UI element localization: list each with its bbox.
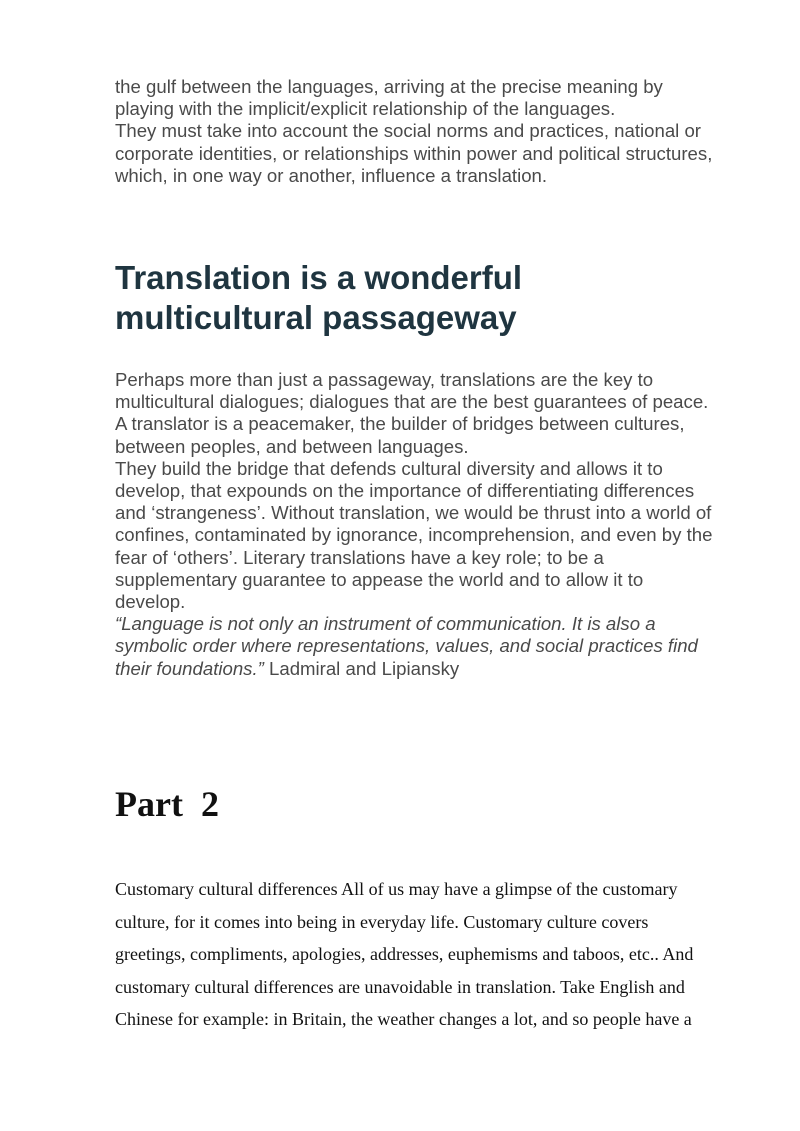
text-line: playing with the implicit/explicit relationship of the languages. xyxy=(115,98,616,120)
text-line: develop, that expounds on the importance of differentiating differences xyxy=(115,480,695,502)
heading-line: Translation is a wonderful xyxy=(115,259,523,296)
quote-last-line xyxy=(115,658,755,680)
intro-paragraph xyxy=(115,76,755,187)
quote-line: symbolic order where representations, values, and social practices find xyxy=(115,635,698,657)
section-heading xyxy=(115,258,750,338)
quote-text: their foundations.” xyxy=(115,657,264,679)
text-line: corporate identities, or relationships within power and political structures, xyxy=(115,142,713,164)
text-line: customary cultural differences are unavoidable in translation. Take English and xyxy=(115,976,685,997)
text-line: fear of ‘others’. Literary translations have a key role; to be a xyxy=(115,546,604,568)
text-line: They build the bridge that defends cultural diversity and allows it to xyxy=(115,457,663,479)
text-line: supplementary guarantee to appease the world and to allow it to xyxy=(115,568,644,590)
text-line: Perhaps more than just a passageway, translations are the key to xyxy=(115,369,654,390)
text-line: the gulf between the languages, arriving at the precise meaning by xyxy=(115,76,663,97)
part-title: Part 2 xyxy=(115,784,219,824)
text-line: Customary cultural differences All of us may have a glimpse of the customary xyxy=(115,879,678,899)
heading-line: multicultural passageway xyxy=(115,299,517,336)
text-line: confines, contaminated by ignorance, incomprehension, and even by the xyxy=(115,524,713,546)
customary-differences-paragraph xyxy=(115,873,725,1036)
text-line: A translator is a peacemaker, the builder of bridges between cultures, xyxy=(115,413,685,435)
text-line: and ‘strangeness’. Without translation, we would be thrust into a world of xyxy=(115,502,712,524)
text-line: develop. xyxy=(115,591,186,613)
quote-line: “Language is not only an instrument of communication. It is also a xyxy=(115,613,656,635)
text-line: multicultural dialogues; dialogues that are the best guarantees of peace. xyxy=(115,391,709,413)
text-line: which, in one way or another, influence a translation. xyxy=(115,164,548,186)
quote-attribution: Ladmiral and Lipiansky xyxy=(263,657,460,679)
passageway-paragraph xyxy=(115,369,755,680)
text-line: Chinese for example: in Britain, the weather changes a lot, and so people have a xyxy=(115,1009,692,1029)
text-line: They must take into account the social norms and practices, national or xyxy=(115,120,702,142)
text-line: between peoples, and between languages. xyxy=(115,435,469,457)
text-line: culture, for it comes into being in everyday life. Customary culture covers xyxy=(115,911,649,932)
text-line: greetings, compliments, apologies, addresses, euphemisms and taboos, etc.. And xyxy=(115,944,694,964)
